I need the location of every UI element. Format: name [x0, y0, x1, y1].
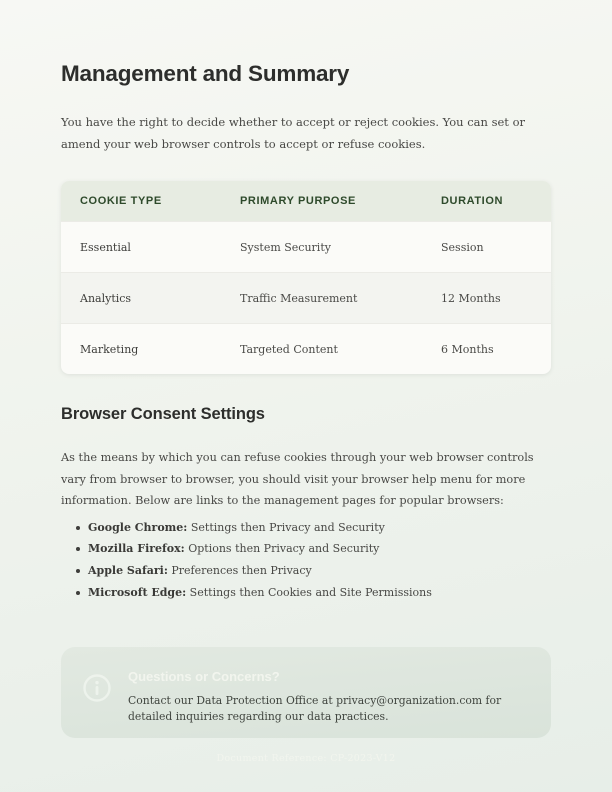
info-icon	[83, 674, 111, 706]
browser-name: Apple Safari:	[88, 563, 168, 577]
cell-duration: Session	[441, 240, 484, 254]
browser-instructions: Settings then Cookies and Site Permissions	[186, 585, 432, 599]
browser-instructions: Settings then Privacy and Security	[187, 520, 385, 534]
browser-name: Google Chrome:	[88, 520, 188, 534]
table-row	[61, 272, 551, 323]
cell-primary-purpose: System Security	[240, 240, 331, 254]
cell-duration: 6 Months	[441, 342, 494, 356]
intro-paragraph: You have the right to decide whether to accept or reject cookies. You can set or amend your web browser controls to accept or refuse cookies.	[61, 115, 526, 151]
browser-name: Microsoft Edge:	[88, 585, 187, 599]
table-row	[61, 323, 551, 374]
callout-body: Contact our Data Protection Office at privacy@organization.com for detailed inquiries regarding our data practices.	[128, 694, 502, 723]
cell-primary-purpose: Targeted Content	[240, 342, 338, 356]
list-item-apple-safari	[88, 560, 551, 582]
cell-cookie-type: Marketing	[80, 342, 139, 356]
column-header-duration: DURATION	[441, 195, 504, 207]
callout-text-block	[128, 669, 528, 724]
cell-primary-purpose: Traffic Measurement	[240, 291, 358, 305]
cell-duration: 12 Months	[441, 291, 501, 305]
cell-cookie-type: Essential	[80, 240, 131, 254]
column-header-cookie-type: COOKIE TYPE	[80, 195, 162, 207]
list-item-mozilla-firefox	[88, 538, 551, 560]
browser-instructions: Options then Privacy and Security	[184, 542, 380, 556]
page-title: Management and Summary	[61, 61, 350, 86]
cell-cookie-type: Analytics	[80, 291, 132, 305]
browser-list	[61, 517, 551, 604]
section-heading: Browser Consent Settings	[61, 405, 265, 423]
column-header-primary-purpose: PRIMARY PURPOSE	[240, 195, 356, 207]
section-paragraph: As the means by which you can refuse cookies through your web browser controls vary from browser to browser, you should visit your browser help menu for more information. Below are links to the management pages for popular browsers:	[61, 451, 534, 507]
contact-callout	[61, 647, 551, 738]
list-item-microsoft-edge	[88, 582, 551, 604]
list-item-google-chrome	[88, 517, 551, 539]
document-reference: Document Reference: CP-2023-V12	[216, 753, 396, 764]
browser-name: Mozilla Firefox:	[88, 542, 185, 556]
cookie-table	[61, 181, 551, 374]
callout-heading: Questions or Concerns?	[128, 669, 280, 684]
browser-instructions: Preferences then Privacy	[167, 563, 312, 577]
table-header-row	[61, 181, 551, 221]
table-row	[61, 221, 551, 272]
